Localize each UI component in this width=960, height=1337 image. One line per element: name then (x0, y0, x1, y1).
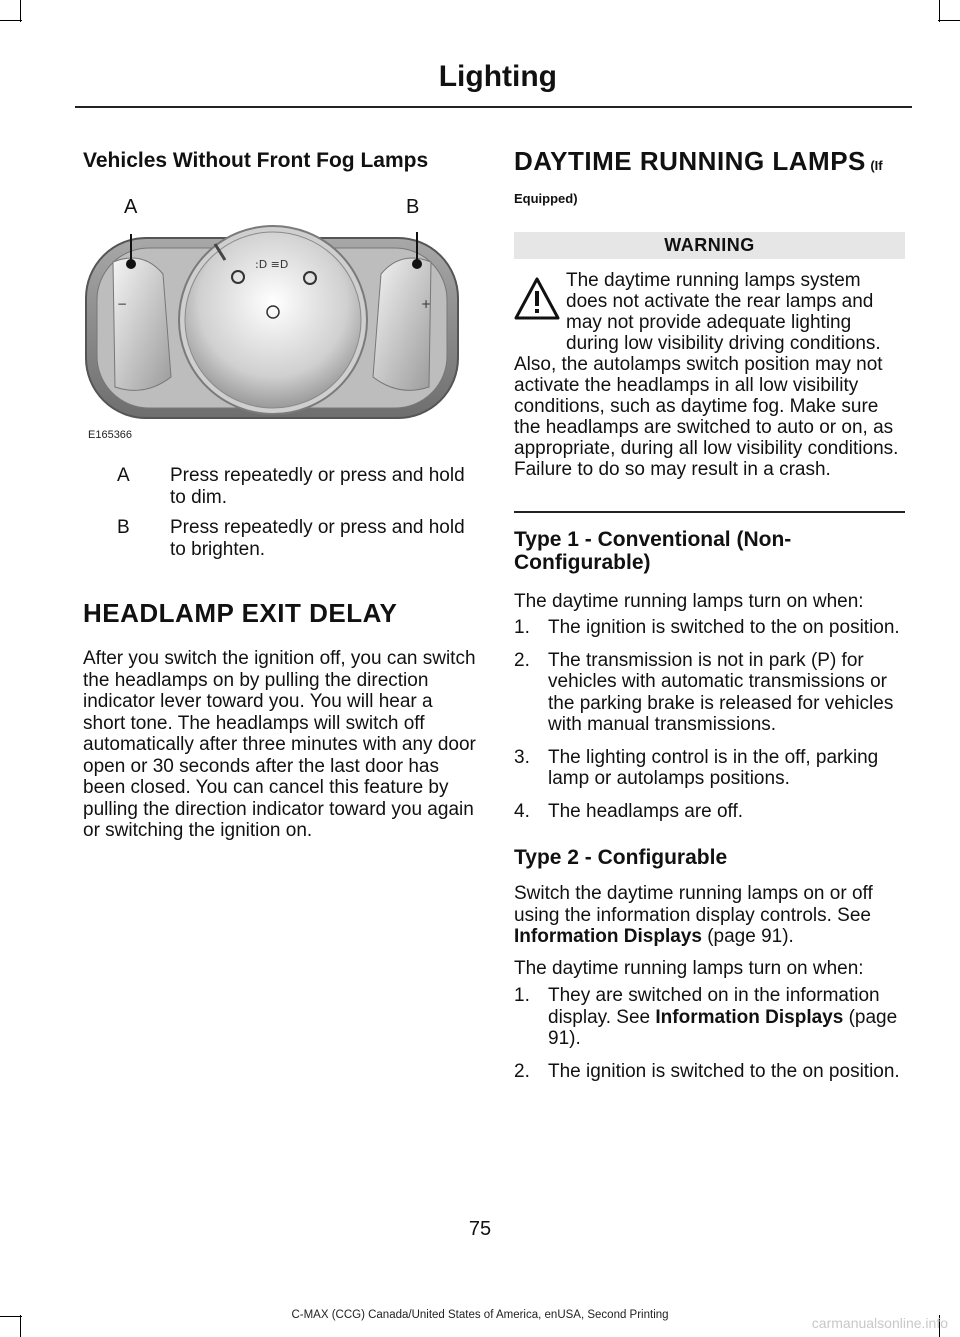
list-text: The transmission is not in park (P) for vehicles with automatic transmissions or the parking brake is released for vehicles with manual transmissions. (548, 649, 894, 735)
list-text: (page 91). (548, 1006, 898, 1049)
paragraph-text: (page 91). (701, 926, 794, 947)
page-number: 75 (468, 1218, 492, 1240)
figure-label-a: A (124, 196, 138, 218)
list-number: 3. (514, 746, 530, 768)
footer-text: C-MAX (CCG) Canada/United States of America, enUSA, Second Printing (291, 1309, 669, 1321)
headlamp-switch-illustration (83, 192, 478, 447)
section-title-qualifier: (If (870, 158, 883, 173)
legend-key: B (117, 517, 130, 538)
svg-text:−: − (117, 297, 128, 311)
type2-paragraph (514, 883, 909, 948)
header-rule (75, 106, 912, 108)
list-number: 2. (514, 1060, 530, 1082)
subsection-heading: Vehicles Without Front Fog Lamps (83, 149, 429, 172)
section-title: DAYTIME RUNNING LAMPS (514, 146, 866, 176)
page-header-title: Lighting (438, 60, 557, 93)
section-title-qualifier-cont: Equipped) (514, 191, 578, 206)
cross-reference-link[interactable]: Information Displays (514, 926, 702, 947)
list-item (514, 617, 906, 639)
watermark: carmanualsonline.info (811, 1315, 948, 1331)
list-number: 2. (514, 649, 530, 671)
conditions-list (514, 617, 906, 833)
legend-item (83, 517, 478, 561)
list-item (514, 650, 906, 736)
cross-reference-link[interactable]: Information Displays (655, 1006, 844, 1028)
list-text: They are switched on in the information display. See (548, 985, 880, 1028)
svg-text:+: + (421, 297, 432, 311)
configurable-conditions-list (514, 985, 906, 1093)
warning-text: The daytime running lamps system does not activate the rear lamps and may not provide adequate lighting during low visibility driving conditions. Also, the autolamps switch position may not activate the headlamps in all low visibility conditions, such as daytime fog. Make sure the headlamps are switched to auto or on, as appropriate, during all low visibility conditions. Failure to do so may result in a crash. (514, 270, 899, 480)
warning-rule (514, 511, 905, 513)
list-text: The ignition is switched to the on position. (548, 617, 900, 638)
list-number: 1. (514, 617, 530, 638)
list-text: The ignition is switched to the on position. (548, 1060, 900, 1082)
list-number: 4. (514, 800, 530, 822)
warning-triangle-icon (514, 270, 560, 334)
list-intro: The daytime running lamps turn on when: (514, 958, 864, 979)
legend-item (83, 465, 478, 509)
list-item (514, 747, 906, 790)
figure-code: E165366 (88, 429, 133, 441)
list-item (514, 801, 906, 823)
list-text: The lighting control is in the off, parking lamp or autolamps positions. (548, 746, 879, 789)
crop-mark (938, 20, 960, 21)
crop-mark (0, 20, 22, 21)
legend-key: A (117, 465, 130, 486)
subsection-heading: Type 2 - Configurable (514, 846, 728, 869)
paragraph-text: Switch the daytime running lamps on or off using the information display controls. See (514, 883, 873, 926)
figure-label-b: B (406, 196, 420, 218)
legend-text: Press repeatedly or press and hold to brighten. (170, 517, 465, 560)
legend-text: Press repeatedly or press and hold to dim. (170, 465, 465, 508)
list-intro: The daytime running lamps turn on when: (514, 591, 864, 612)
list-number: 1. (514, 985, 530, 1006)
crop-mark (20, 0, 21, 22)
svg-text::D ≡D: :D ≡D (255, 258, 289, 271)
subsection-heading: Type 1 - Conventional (Non-Configurable) (514, 528, 792, 574)
dimmer-control-figure (83, 192, 478, 447)
section-title: HEADLAMP EXIT DELAY (83, 598, 398, 628)
crop-mark (939, 0, 940, 22)
list-text: The headlamps are off. (548, 800, 744, 822)
list-item (514, 985, 906, 1050)
list-item (514, 1061, 906, 1083)
warning-box (514, 270, 905, 480)
section-paragraph: After you switch the ignition off, you can switch the headlamps on by pulling the direction indicator lever toward you. You will hear a short tone. The headlamps will switch off automatically after three minutes with any door open or 30 seconds after the last door has been closed. You can cancel this feature by pulling the direction indicator toward you again or switching the ignition on. (83, 648, 476, 841)
section-title-block (514, 146, 914, 177)
warning-header: WARNING (514, 232, 905, 259)
